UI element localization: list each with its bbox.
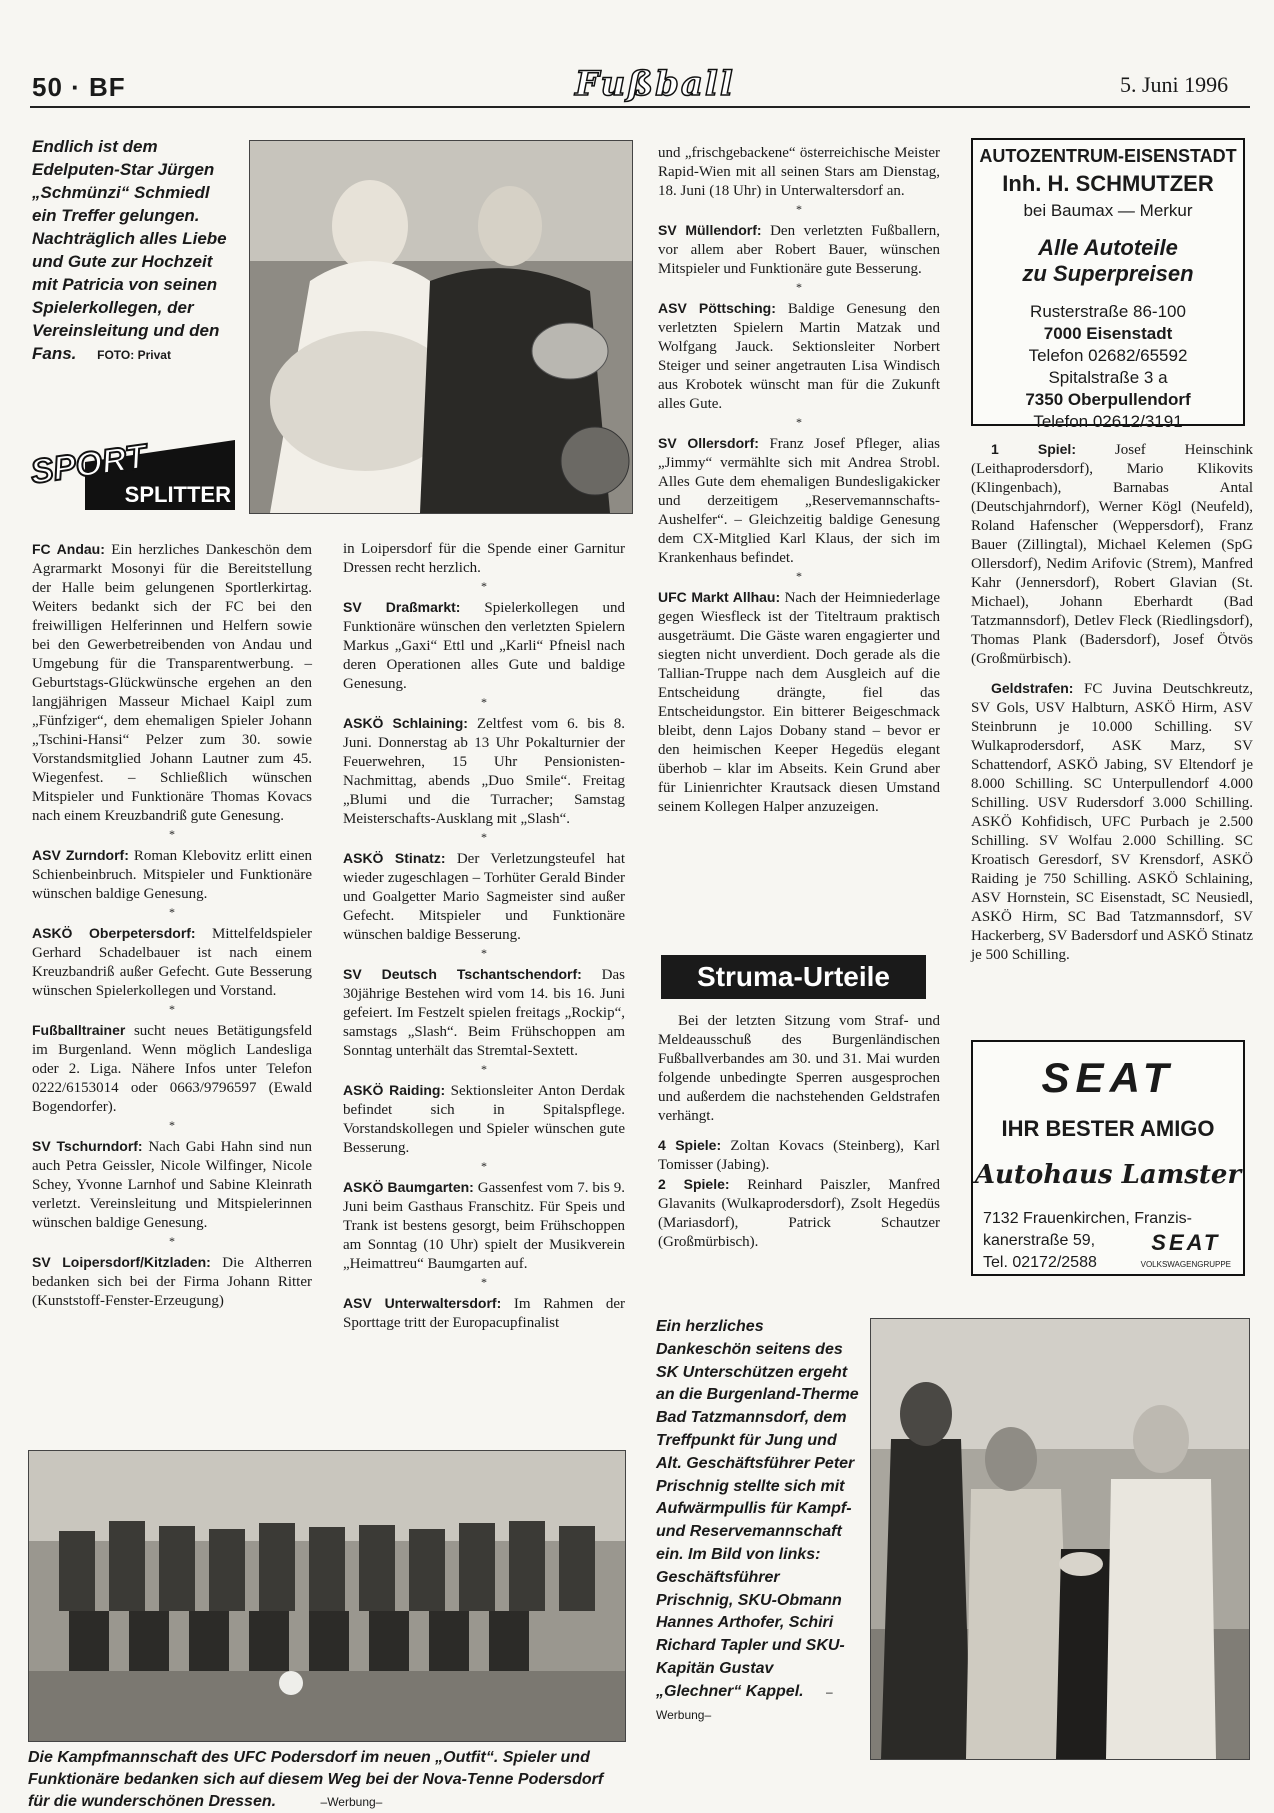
- item-sv-loipersdorf: SV Loipersdorf/Kitzladen: Die Altherren bedanken sich bei der Firma Johann Ritter (Kunststoff-Fenster-Erzeugung): [32, 1254, 312, 1309]
- separator-star: *: [481, 946, 487, 960]
- item-asv-poettsching: ASV Pöttsching: Baldige Genesung den verletzten Spielern Martin Matzak und Wolfgang Jauck. Sektionsleiter Norbert Steiger und seiner angetrauten Lisa Windisch aus Krobotek wünscht man für die Zukunft alles Gute.: [658, 300, 940, 412]
- separator-star: *: [481, 579, 487, 593]
- ad-slogan: Alle Autoteile zu Superpreisen: [1022, 235, 1194, 286]
- separator-star: *: [796, 280, 802, 294]
- item-asv-unterwaltersdorf: ASV Unterwaltersdorf: Im Rahmen der Sporttage tritt der Europacupfinalist: [343, 1295, 626, 1331]
- item-sv-drassmarkt: SV Draßmarkt: Spielerkollegen und Funktionäre wünschen den verletzten Spielern Markus „Gaxi“ Ettl und „Karli“ Pfneisl nach deren Operationen alles Gute und baldige Genesung.: [343, 599, 625, 692]
- struma-intro: Bei der letzten Sitzung vom Straf- und Meldeausschuß des Burgenländischen Fußballverbandes am 30. und 31. Mai wurden folgende unbedingte Sperren ausgesprochen und außerdem die nachstehenden Geldstrafen verhängt.: [658, 1013, 940, 1124]
- splitter-word: SPLITTER: [124, 482, 231, 507]
- item-sv-ollersdorf: SV Ollersdorf: Franz Josef Pfleger, alias „Jimmy“ vermählte sich mit Andrea Strobl. Alles Gute dem ehemaligen Bundesligakicker und derzeitigem „Reservemannschafts-Aushelfer“. – Gleichzeitig baldige Genesung dem CX-Mitglied Karl Klaus, der sich im Krankenhaus befindet.: [658, 435, 940, 566]
- separator-star: *: [481, 695, 487, 709]
- sport-splitter-badge: [25, 440, 235, 510]
- seat-ad: [971, 1040, 1245, 1276]
- separator-star: *: [481, 830, 487, 844]
- seat-slogan: IHR BESTER AMIGO: [1001, 1116, 1215, 1141]
- separator-star: *: [169, 827, 175, 841]
- team-photo: [28, 1450, 626, 1742]
- item-loipersdorf-cont: in Loipersdorf für die Spende einer Garnitur Dressen recht herzlich.: [343, 541, 625, 576]
- seat-mini-logo: SEAT VOLKSWAGENGRUPPE: [1140, 1230, 1231, 1269]
- item-asko-oberpetersdorf: ASKÖ Oberpetersdorf: Mittelfeldspieler Gerhard Schadelbauer ist nach einem Kreuzbandriß außer Gefecht. Gute Besserung wünschen Spielerkollegen und Vorstand.: [32, 925, 312, 999]
- handshake-photo: [870, 1318, 1250, 1760]
- column-2: [343, 540, 625, 1333]
- wedding-photo: [249, 140, 633, 514]
- seat-address: 7132 Frauenkirchen, Franzis- kanerstraße 59, Tel. 02172/2588 SEAT VOLKSWAGENGRUPPE: [983, 1208, 1243, 1274]
- separator-star: *: [169, 905, 175, 919]
- separator-star: *: [796, 202, 802, 216]
- werbung-label: –Werbung–: [656, 1684, 833, 1722]
- wedding-caption: [32, 135, 238, 367]
- separator-star: *: [481, 1159, 487, 1173]
- section-title: Fußball: [575, 64, 735, 104]
- item-unterwaltersdorf-cont: und „frischgebackene“ österreichische Meister Rapid-Wien mit all seinen Stars am Dienstag, 18. Juni (18 Uhr) in Unterwaltersdorf an.: [658, 145, 940, 199]
- column-3: [658, 144, 940, 817]
- wedding-photo-image: [250, 141, 632, 513]
- header-rule: [30, 106, 1250, 108]
- separator-star: *: [796, 569, 802, 583]
- handshake-photo-image: [871, 1319, 1249, 1759]
- schmutzer-ad: [971, 138, 1245, 431]
- struma-four-games: 4 Spiele: Zoltan Kovacs (Steinberg), Karl Tomisser (Jabing).: [658, 1137, 940, 1173]
- ad-owner: Inh. H. SCHMUTZER: [1002, 171, 1214, 196]
- item-sv-tschurndorf: SV Tschurndorf: Nach Gabi Hahn sind nun auch Petra Geissler, Nicole Wilfinger, Nicole Schey, Yvonne Larnhof und Sabine Kleinrath verletzt. Vereinsleitung und Mitspielerinnen wünschen baldige Genesung.: [32, 1138, 312, 1231]
- photo-credit: FOTO: Privat: [97, 348, 171, 362]
- item-sv-deutsch-tschantschendorf: SV Deutsch Tschantschendorf: Das 30jährige Bestehen wird vom 14. bis 16. Juni gefeiert. Im Festzelt spielen freitags „Rockip“, samstags „Slash“. Beim Frühschoppen am Sonntag unterhält das Stremtal-Sextett.: [343, 966, 626, 1059]
- struma-body: [658, 1012, 940, 1252]
- separator-star: *: [481, 1062, 487, 1076]
- ad-heading: AUTOZENTRUM-EISENSTADT: [979, 146, 1237, 166]
- issue-date: 5. Juni 1996: [1120, 72, 1229, 97]
- separator-star: *: [169, 1002, 175, 1016]
- item-fussballtrainer: Fußballtrainer sucht neues Betätigungsfeld im Burgenland. Wenn möglich Landesliga oder 2. Liga. Nähere Infos unter Telefon 0222/6153014 oder 0663/9796597 (Ewald Bogendorfer).: [32, 1022, 312, 1115]
- item-asko-stinatz: ASKÖ Stinatz: Der Verletzungsteufel hat wieder zugeschlagen – Torhüter Gerald Binder und Goalgetter Mario Sagmeister sind außer Gefecht. Mitspieler und Funktionäre wünschen baldige Besserung.: [343, 850, 625, 943]
- item-sv-muellendorf: SV Müllendorf: Den verletzten Fußballern, vor allem aber Robert Bauer, wünschen Mitspieler und Funktionäre gute Besserung.: [658, 222, 941, 277]
- item-asv-zurndorf: ASV Zurndorf: Roman Klebovitz erlitt einen Schienbeinbruch. Mitspieler und Funktionäre wünschen baldige Genesung.: [32, 847, 312, 902]
- sport-word: SPORT: [28, 440, 149, 492]
- separator-star: *: [169, 1118, 175, 1132]
- werbung-label: –Werbung–: [320, 1795, 383, 1809]
- team-photo-image: [29, 1451, 625, 1741]
- ad-addresses: Rusterstraße 86-100 7000 Eisenstadt Telefon 02682/65592 Spitalstraße 3 a 7350 Oberpullendorf Telefon 02612/3191: [1025, 302, 1191, 431]
- wedding-caption-text: Endlich ist dem Edelputen-Star Jürgen „Schmünzi“ Schmiedl ein Treffer gelungen. Nachträglich alles Liebe und Gute zur Hochzeit mit Patricia von seinen Spielerkollegen, der Vereinsleitung und den Fans.: [32, 137, 227, 363]
- struma-urteile-title: Struma-Urteile: [661, 955, 926, 999]
- seat-logo: SEAT: [1041, 1054, 1175, 1101]
- seat-dealer: Autohaus Lamster: [974, 1160, 1242, 1190]
- sku-caption: Ein herzliches Dankeschön seitens des SK Unterschützen ergeht an die Burgenland-Therme Bad Tatzmannsdorf, dem Treffpunkt für Jung und Alt. Geschäftsführer Peter Prischnig stellte sich mit Aufwärmpullis für Kampf- und Reservemannschaft ein. Im Bild von links: Geschäftsführer Prischnig, SKU-Obmann Hannes Arthofer, Schiri Richard Tapler und SKU-Kapitän Gustav „Glechner“ Kappel. –Werbung–: [656, 1318, 859, 1722]
- struma-one-game: 1 Spiel: Josef Heinschink (Leithaprodersdorf), Mario Klikovits (Klingenbach), Barnabas Antal (Deutschjahrndorf), Werner Kögl (Neufeld), Roland Hafenscher (Weppersdorf), Franz Bauer (Zillingtal), Michael Kelemen (SpG Ollersdorf), Nedim Arifovic (Strem), Manfred Kahr (Jennersdorf), Robert Glavian (St. Michael), Johann Eberhardt (Bad Tatzmannsdorf), Detlev Fleck (Riedlingsdorf), Thomas Plank (Badersdorf), Josef Ötvös (Großmürbisch).: [971, 441, 1253, 667]
- separator-star: *: [169, 1234, 175, 1248]
- separator-star: *: [796, 415, 802, 429]
- item-fc-andau: FC Andau: Ein herzliches Dankeschön dem Agrarmarkt Mosonyi für die Bereitstellung der Halle beim gelungenen Sportlerkirtag. Weiters bedankt sich der FC bei den freiwilligen Helferinnen und Helfern sowie bei den Gewerbetreibenden von Andau und Umgebung für die Transparentwerbung. – Geburtstags-Glückwünsche ergehen an den langjährigen Masseur Michael Kaipl zum „Fünfziger“, dem ehemaligen Spieler Johann „Tschini-Hansi“ Pelzer zum 30. sowie Vorstandsmitglied Johann Lautner zum 45. Wiegenfest. – Schließlich wünschen Mitspieler und Funktionäre Thomas Kovacs nach einem Kreuzbandriß gute Genesung.: [32, 541, 312, 824]
- item-asko-raiding: ASKÖ Raiding: Sektionsleiter Anton Derdak befindet sich in Spitalspflege. Vorstandskollegen und Spieler wünschen gute Besserung.: [343, 1082, 625, 1156]
- column-1: [32, 540, 312, 1311]
- item-asko-schlaining: ASKÖ Schlaining: Zeltfest vom 6. bis 8. Juni. Donnerstag ab 13 Uhr Pokalturnier der Feuerwehren, 15 Uhr Pensionisten-Nachmittag, abends „Duo Smile“. Freitag „Blumi und die Turracher; Samstag Meisterschafts-Ausklang mit „Slash“.: [343, 715, 625, 827]
- item-ufc-markt-allhau: UFC Markt Allhau: Nach der Heimniederlage gegen Wiesfleck ist der Titeltraum praktisch ausgeträumt. Die Gäste waren engagierter und siegten nicht unverdient. Doch gerade als die Tallian-Truppe nach dem Ausgleich auf die Entscheidung drängte, fiel das Entscheidungstor. Ein bitterer Beigeschmack bleibt, denn Lajos Dobany stand – bevor er den heimischen Keeper Hegedüs elegant überhob – klar im Abseits. Kein Grund aber für Linienrichter Krautsack diesen Umstand seinem Kollegen Halper anzuzeigen.: [658, 589, 940, 815]
- ad-location: bei Baumax — Merkur: [1023, 201, 1193, 220]
- struma-fines: Geldstrafen: FC Juvina Deutschkreutz, SV Gols, USV Halbturn, ASKÖ Hirm, ASV Steinbrunn je 10.000 Schilling. SV Wulkaprodersdorf, ASK Marz, SV Schattendorf, ASKÖ Jabing, SV Eltendorf je 8.000 Schilling. SC Unterpullendorf 4.000 Schilling. USV Rudersdorf 3.000 Schilling. ASKÖ Kohfidisch, UFC Purbach je 2.500 Schilling. SV Wolfau 2.000 Schilling. SC Kroatisch Geresdorf, SV Krensdorf, ASKÖ Raiding je 750 Schilling. ASKÖ Schlaining, ASV Hornstein, SC Eisenstadt, SC Neusiedl, ASKÖ Hirm, SC Bad Tatzmannsdorf, SV Hackerberg, SV Badersdorf und ASKÖ Stinatz je 500 Schilling.: [971, 680, 1253, 963]
- column-4: [971, 440, 1253, 965]
- separator-star: *: [481, 1275, 487, 1289]
- page-number: 50 · BF: [32, 72, 126, 102]
- struma-two-games: 2 Spiele: Reinhard Paiszler, Manfred Glavanits (Wulkaprodersdorf), Zsolt Hegedüs (Mariasdorf), Patrick Schautzer (Großmürbisch).: [658, 1176, 940, 1250]
- team-caption: Die Kampfmannschaft des UFC Podersdorf im neuen „Outfit“. Spieler und Funktionäre bedanken sich auf diesem Weg bei der Nova-Tenne Podersdorf für die wunderschönen Dressen. –Werbung–: [28, 1749, 604, 1810]
- item-asko-baumgarten: ASKÖ Baumgarten: Gassenfest vom 7. bis 9. Juni beim Gasthaus Franschitz. Für Speis und Trank ist bestens gesorgt, beim Frühschoppen am Sonntag (10 Uhr) spielt der Musikverein „Heimattreu“ Baumgarten auf.: [343, 1179, 626, 1272]
